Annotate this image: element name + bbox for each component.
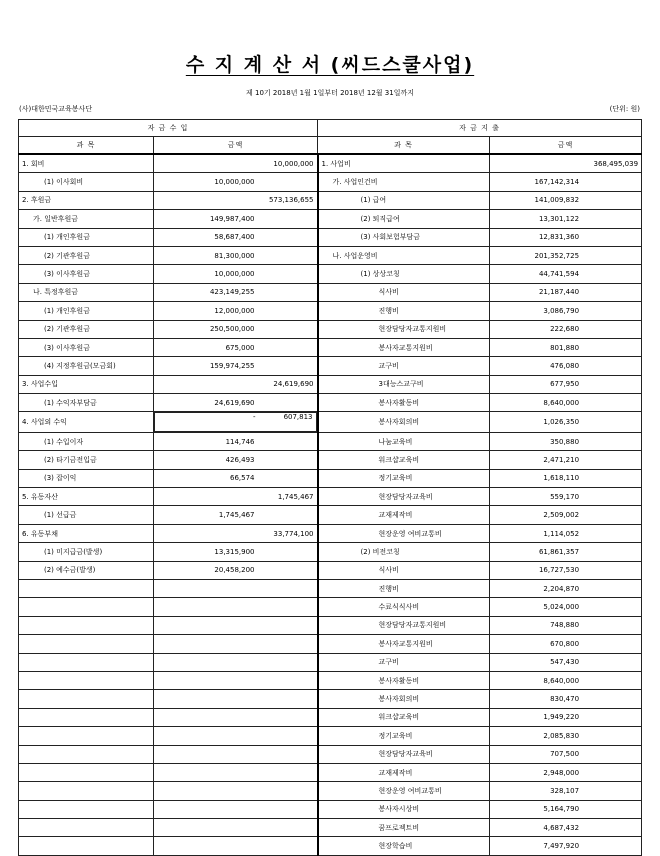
expense-amount: 2,509,002 [490, 506, 642, 524]
expense-item: 1. 사업비 [318, 154, 490, 173]
income-amount: 250,500,000 [154, 320, 318, 338]
income-amount [154, 819, 318, 837]
income-amount [154, 708, 318, 726]
table-row [19, 154, 642, 173]
income-item [19, 671, 154, 689]
table-row [19, 524, 642, 542]
expense-item: 현장담당자교통지원비 [318, 320, 490, 338]
income-amount: 573,136,655 [154, 191, 318, 209]
expense-item-column-header: 과 목 [318, 137, 490, 155]
income-amount: 114,746 [154, 432, 318, 450]
income-amount [154, 763, 318, 781]
table-row [19, 412, 642, 432]
expense-amount: 141,009,832 [490, 191, 642, 209]
expense-item: 봉사자회의비 [318, 690, 490, 708]
table-row [19, 653, 642, 671]
expense-amount: 1,618,110 [490, 469, 642, 487]
income-amount: 12,000,000 [154, 302, 318, 320]
income-item [19, 579, 154, 597]
income-amount [154, 837, 318, 855]
expense-item: (1) 급여 [318, 191, 490, 209]
expense-amount: 222,680 [490, 320, 642, 338]
expense-item: 봉사자활동비 [318, 394, 490, 412]
expense-item: 정기교육비 [318, 727, 490, 745]
income-item: (1) 수입이자 [19, 432, 154, 450]
income-item: (1) 개인후원금 [19, 228, 154, 246]
income-amount: 675,000 [154, 338, 318, 356]
income-amount: 149,987,400 [154, 210, 318, 228]
income-amount [154, 800, 318, 818]
income-amount-value: 607,813 [283, 413, 313, 422]
expense-amount: 8,640,000 [490, 671, 642, 689]
table-row [19, 837, 642, 855]
expense-section-header: 자 금 지 출 [318, 120, 642, 137]
income-item [19, 782, 154, 800]
expense-amount: 2,471,210 [490, 451, 642, 469]
income-item: 2. 후원금 [19, 191, 154, 209]
income-amount: 426,493 [154, 451, 318, 469]
income-item: (1) 선급금 [19, 506, 154, 524]
table-row [19, 432, 642, 450]
table-row [19, 210, 642, 228]
income-amount: 159,974,255 [154, 357, 318, 375]
expense-item: (1) 상상코칭 [318, 265, 490, 283]
expense-amount: 4,687,432 [490, 819, 642, 837]
income-amount: 10,000,000 [154, 265, 318, 283]
table-row [19, 488, 642, 506]
table-row [19, 357, 642, 375]
income-item: 나. 특정후원금 [19, 283, 154, 301]
income-amount: 1,745,467 [154, 488, 318, 506]
ledger-body [19, 154, 642, 855]
income-item [19, 819, 154, 837]
expense-amount: 559,170 [490, 488, 642, 506]
expense-item: 현장운영 여비교통비 [318, 782, 490, 800]
expense-amount: 16,727,530 [490, 561, 642, 579]
expense-amount: 368,495,039 [490, 154, 642, 173]
income-amount: 10,000,000 [154, 173, 318, 191]
income-item [19, 635, 154, 653]
income-item [19, 745, 154, 763]
income-item: (2) 예수금(발생) [19, 561, 154, 579]
expense-amount: 201,352,725 [490, 246, 642, 264]
document-title: 수 지 계 산 서 (씨드스쿨사업) [185, 54, 475, 76]
income-item: (2) 기관후원금 [19, 246, 154, 264]
organization-name: (사)대한민국교육봉사단 [19, 105, 93, 113]
income-expense-table [18, 119, 642, 856]
income-item-column-header: 과 목 [19, 137, 154, 155]
expense-item: 봉사자활동비 [318, 671, 490, 689]
expense-item: 봉사자교통지원비 [318, 635, 490, 653]
currency-unit: (단위: 원) [609, 105, 640, 113]
expense-item: 워크샵교육비 [318, 708, 490, 726]
income-item: (4) 지정후원금(모금회) [19, 357, 154, 375]
income-amount [154, 635, 318, 653]
income-amount: 13,315,900 [154, 543, 318, 561]
income-item: (3) 이사후원금 [19, 265, 154, 283]
income-amount: 423,149,255 [154, 283, 318, 301]
table-row [19, 338, 642, 356]
table-row [19, 763, 642, 781]
table-row [19, 228, 642, 246]
expense-item: (2) 비전코칭 [318, 543, 490, 561]
expense-item: 워크샵교육비 [318, 451, 490, 469]
table-row [19, 506, 642, 524]
expense-amount: 8,640,000 [490, 394, 642, 412]
expense-item: 교구비 [318, 357, 490, 375]
table-row [19, 745, 642, 763]
income-amount [154, 671, 318, 689]
expense-item: 현장담당자교육비 [318, 488, 490, 506]
income-item [19, 708, 154, 726]
expense-item: 현장담당자교통지원비 [318, 616, 490, 634]
table-row [19, 782, 642, 800]
income-amount [154, 598, 318, 616]
income-item: 3. 사업수입 [19, 375, 154, 393]
expense-amount: 801,880 [490, 338, 642, 356]
income-section-header: 자 금 수 입 [19, 120, 318, 137]
expense-amount: 830,470 [490, 690, 642, 708]
income-amount: 58,687,400 [154, 228, 318, 246]
table-row [19, 191, 642, 209]
expense-amount: 350,880 [490, 432, 642, 450]
income-item: 5. 유동자산 [19, 488, 154, 506]
income-amount: 1,745,467 [154, 506, 318, 524]
income-item: (1) 미지급금(발생) [19, 543, 154, 561]
expense-item: 현장운영 여비교통비 [318, 524, 490, 542]
income-amount: 66,574 [154, 469, 318, 487]
expense-amount: 748,880 [490, 616, 642, 634]
expense-amount: 328,107 [490, 782, 642, 800]
expense-amount-column-header: 금액 [490, 137, 642, 155]
expense-amount: 7,497,920 [490, 837, 642, 855]
expense-item: 봉사자교통지원비 [318, 338, 490, 356]
income-item: (2) 타기금전입금 [19, 451, 154, 469]
table-row [19, 579, 642, 597]
expense-item: 꿈프로젝트비 [318, 819, 490, 837]
table-row [19, 598, 642, 616]
income-item [19, 837, 154, 855]
expense-item: 식사비 [318, 561, 490, 579]
table-row [19, 246, 642, 264]
income-item [19, 653, 154, 671]
income-amount [154, 690, 318, 708]
income-item: 6. 유동부채 [19, 524, 154, 542]
table-row [19, 671, 642, 689]
expense-amount: 61,861,357 [490, 543, 642, 561]
income-item [19, 690, 154, 708]
table-row [19, 819, 642, 837]
income-item: 가. 일반후원금 [19, 210, 154, 228]
expense-item: (3) 사회보험부담금 [318, 228, 490, 246]
income-item: 1. 회비 [19, 154, 154, 173]
income-amount: 81,300,000 [154, 246, 318, 264]
income-item [19, 800, 154, 818]
income-item: (1) 수익자부담금 [19, 394, 154, 412]
income-dash: - [253, 413, 256, 422]
table-row [19, 708, 642, 726]
income-item [19, 763, 154, 781]
expense-amount: 707,500 [490, 745, 642, 763]
expense-item: 봉사자시상비 [318, 800, 490, 818]
expense-item: 진행비 [318, 302, 490, 320]
income-amount: 10,000,000 [154, 154, 318, 173]
expense-item: 현장담당자교육비 [318, 745, 490, 763]
income-amount [154, 727, 318, 745]
expense-item: 교재제작비 [318, 763, 490, 781]
table-row [19, 561, 642, 579]
expense-item: 가. 사업인건비 [318, 173, 490, 191]
income-amount [154, 616, 318, 634]
expense-amount: 5,024,000 [490, 598, 642, 616]
table-row [19, 283, 642, 301]
expense-item: 진행비 [318, 579, 490, 597]
expense-amount: 677,950 [490, 375, 642, 393]
income-amount [154, 745, 318, 763]
expense-amount: 1,949,220 [490, 708, 642, 726]
expense-amount: 2,948,000 [490, 763, 642, 781]
income-item: (1) 개인후원금 [19, 302, 154, 320]
table-row [19, 302, 642, 320]
expense-item: 교구비 [318, 653, 490, 671]
fiscal-period: 제 10기 2018년 1월 1일부터 2018년 12월 31일까지 [246, 89, 414, 97]
expense-amount: 547,430 [490, 653, 642, 671]
expense-item: 식사비 [318, 283, 490, 301]
expense-amount: 44,741,594 [490, 265, 642, 283]
table-row [19, 800, 642, 818]
expense-amount: 670,800 [490, 635, 642, 653]
income-amount [154, 782, 318, 800]
expense-amount: 476,080 [490, 357, 642, 375]
income-amount: 24,619,690 [154, 375, 318, 393]
expense-item: 수료식식사비 [318, 598, 490, 616]
table-row [19, 635, 642, 653]
income-item [19, 598, 154, 616]
table-row [19, 173, 642, 191]
income-amount-column-header: 금액 [154, 137, 318, 155]
expense-amount: 2,085,830 [490, 727, 642, 745]
income-amount: 33,774,100 [154, 524, 318, 542]
table-row [19, 394, 642, 412]
expense-amount: 13,301,122 [490, 210, 642, 228]
income-item: 4. 사업외 수익 [19, 412, 154, 432]
income-item [19, 616, 154, 634]
expense-amount: 12,831,360 [490, 228, 642, 246]
expense-amount: 5,164,790 [490, 800, 642, 818]
table-row [19, 320, 642, 338]
table-row [19, 543, 642, 561]
income-amount [154, 579, 318, 597]
expense-amount: 1,114,052 [490, 524, 642, 542]
income-item: (3) 이사후원금 [19, 338, 154, 356]
expense-item: 정기교육비 [318, 469, 490, 487]
expense-amount: 1,026,350 [490, 412, 642, 432]
table-row [19, 375, 642, 393]
income-amount [154, 653, 318, 671]
expense-item: 3대능스교구비 [318, 375, 490, 393]
expense-amount: 21,187,440 [490, 283, 642, 301]
expense-item: 현장학습비 [318, 837, 490, 855]
expense-amount: 167,142,314 [490, 173, 642, 191]
expense-item: (2) 퇴직급여 [318, 210, 490, 228]
income-amount: 20,458,200 [154, 561, 318, 579]
table-row [19, 451, 642, 469]
income-item: (1) 이사회비 [19, 173, 154, 191]
expense-item: 나눔교육비 [318, 432, 490, 450]
table-row [19, 616, 642, 634]
table-row [19, 727, 642, 745]
income-amount: 24,619,690 [154, 394, 318, 412]
expense-item: 나. 사업운영비 [318, 246, 490, 264]
expense-item: 봉사자회의비 [318, 412, 490, 432]
table-row [19, 469, 642, 487]
table-row [19, 265, 642, 283]
income-amount [154, 412, 317, 431]
income-item: (2) 기관후원금 [19, 320, 154, 338]
expense-item: 교재제작비 [318, 506, 490, 524]
table-row [19, 690, 642, 708]
income-item: (3) 잡이익 [19, 469, 154, 487]
income-item [19, 727, 154, 745]
expense-amount: 3,086,790 [490, 302, 642, 320]
expense-amount: 2,204,870 [490, 579, 642, 597]
